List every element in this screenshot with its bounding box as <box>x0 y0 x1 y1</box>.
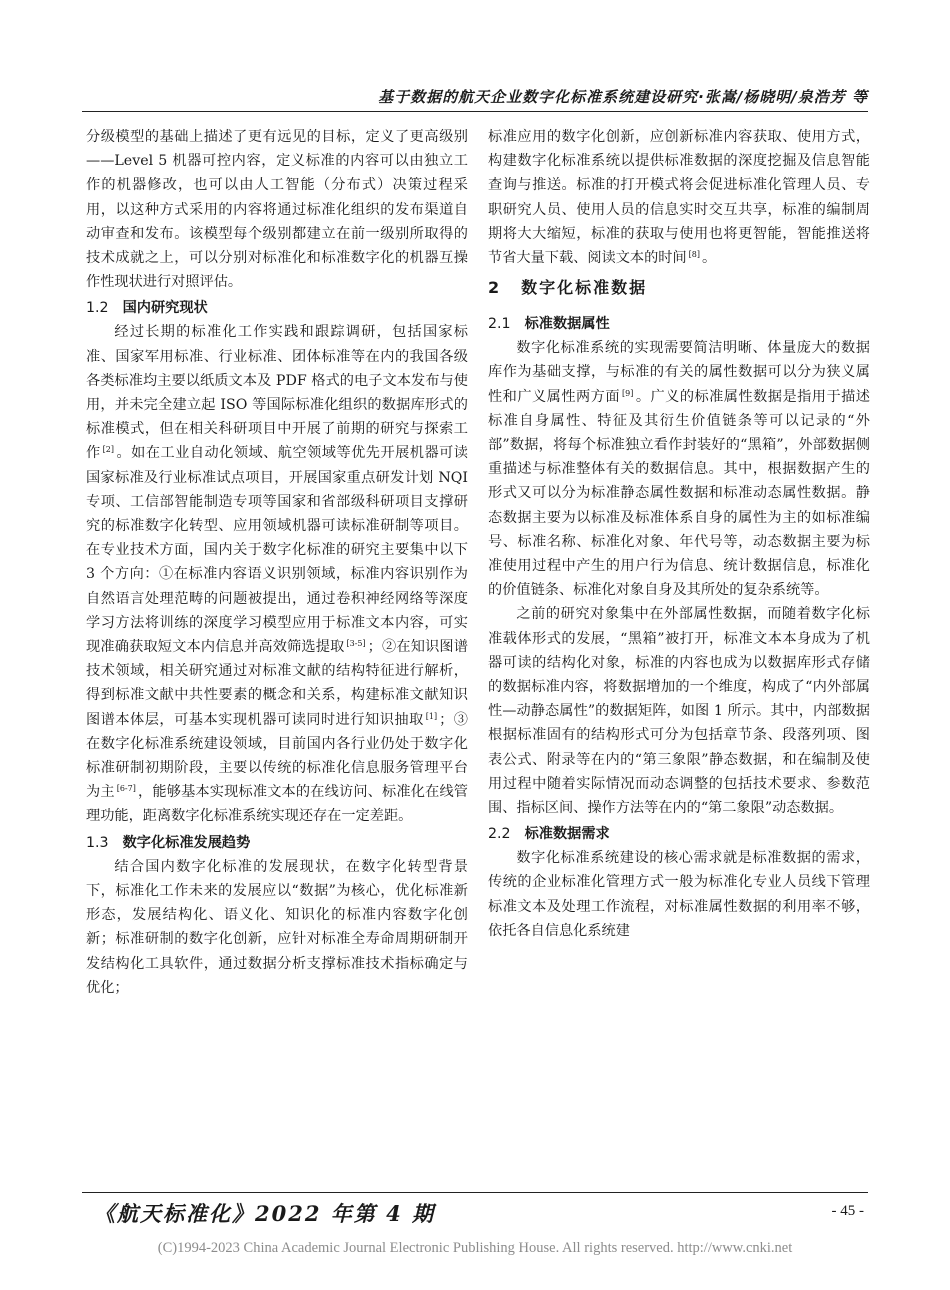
citation[interactable]: [6-7] <box>116 784 136 794</box>
paragraph: 数字化标准系统的实现需要简洁明晰、体量庞大的数据库作为基础支撑，与标准的有关的属性数据可以分为狭义属性和广义属性两方面 [9] 。广义的标准属性数据是指用于描述标准自身属性、特征及其衍生价值链条等可以记录的“外部”数据，将每个标准独立看作封装好的“黑箱”，外部数据侧重描述与标准整体有关的数据信息。其中，根据数据产生的形式又可以分为标准静态属性数据和标准动态属性数据。静态数据主要为以标准及标准体系自身的属性为主的如标准编号、标准名称、标准化对象、年代号等，动态数据主要为标准使用过程中产生的用户行为信息、统计数据信息，标准化的价值链条、标准化对象自身及其所处的复杂系统等。 <box>488 340 870 599</box>
paragraph: 分级模型的基础上描述了更有远见的目标，定义了更高级别——Level 5 机器可控内容，定义标准的内容可以由独立工作的机器修改，也可以由人工智能（分布式）决策过程采用，以这种方式采用的内容将通过标准化组织的发布渠道自动审查和发布。该模型每个级别都建立在前一级别所取得的技术成就之上，可以分别对标准化和标准数字化的机器互操作性现状进行对照评估。 <box>86 129 468 291</box>
running-title: 基于数据的航天企业数字化标准系统建设研究·张嵩/杨晓明/泉浩芳 等 <box>378 88 868 106</box>
citation[interactable]: [1] <box>425 711 438 721</box>
citation[interactable]: [2] <box>102 445 115 455</box>
section-heading-2-1: 2.1 标准数据属性 <box>488 316 610 333</box>
section-heading-1-3: 1.3 数字化标准发展趋势 <box>86 834 251 851</box>
footer-rule <box>82 1192 868 1193</box>
header-rule <box>82 111 868 112</box>
paragraph: 经过长期的标准化工作实践和跟踪调研，包括国家标准、国家军用标准、行业标准、团体标准等在内的我国各级各类标准均主要以纸质文本及 PDF 格式的电子文本发布与使用，并未完全建立起 ISO 等国际标准化组织的数据库形式的标准模式，但在相关科研项目中开展了前期的研究与探索工作 [2] 。如在工业自动化领域、航空领域等优先开展机器可读国家标准及行业标准试点项目，开展国家重点研发计划 NQI 专项、工信部智能制造专项等国家和省部级科研项目支撑研究的标准数字化转型、应用领域机器可读标准研制等项目。在专业技术方面，国内关于数字化标准的研究主要集中以下 3 个方向：①在标准内容语义识别领域，标准内容识别作为自然语言处理范畴的问题被提出，通过卷积神经网络等深度学习方法将训练的深度学习模型应用于标准文本内容，可实现准确获取短文本内信息并高效筛选提取 [3-5] ；②在知识图谱技术领域，相关研究通过对标准文献的结构特征进行解析，得到标准文献中共性要素的概念和关系，构建标准文献知识图谱本体层，可基本实现机器可读同时进行知识抽取 [1] ；③在数字化标准系统建设领域，目前国内各行业仍处于数字化标准研制初期阶段，主要以传统的标准化信息服务管理平台为主 [6-7] ，能够基本实现标准文本的在线访问、标准化在线管理功能，距离数字化标准系统实现还存在一定差距。 <box>86 324 468 825</box>
citation[interactable]: [9] <box>622 388 634 398</box>
citation[interactable]: [8] <box>688 250 700 260</box>
section-heading-2: 2 数字化标准数据 <box>488 278 648 298</box>
page-number: - 45 - <box>831 1203 864 1219</box>
paragraph: 数字化标准系统建设的核心需求就是标准数据的需求，传统的企业标准化管理方式一般为标准化专业人员线下管理标准文本及处理工作流程，对标准属性数据的利用率不够，依托各自信息化系统建 <box>488 850 870 939</box>
right-column <box>488 125 870 943</box>
paragraph: 之前的研究对象集中在外部属性数据，而随着数字化标准载体形式的发展，“黑箱”被打开，标准文本本身成为了机器可读的结构化对象，标准的内容也成为以数据库形式存储的数据标准内容，将数据增加的一个维度，构成了“内外部属性—动静态属性”的数据矩阵，如图 1 所示。其中，内部数据根据标准固有的结构形式可分为包括章节条、段落列项、图表公式、附录等在内的“第三象限”静态数据，和在编制及使用过程中随着实际情况而动态调整的包括技术要求、参数范围、指标区间、操作方法等在内的“第二象限”动态数据。 <box>488 606 870 817</box>
left-column <box>86 125 468 1000</box>
section-heading-2-2: 2.2 标准数据需求 <box>488 826 610 843</box>
copyright-notice: (C)1994-2023 China Academic Journal Electronic Publishing House. All rights reserved. http://www.cnki.net <box>157 1240 793 1256</box>
paragraph: 结合国内数字化标准的发展现状，在数字化转型背景下，标准化工作未来的发展应以“数据”为核心，优化标准新形态，发展结构化、语义化、知识化的标准内容数字化创新；标准研制的数字化创新，应针对标准全寿命周期研制开发结构化工具软件，通过数据分析支撑标准技术指标确定与优化； <box>86 858 468 996</box>
paragraph: 标准应用的数字化创新，应创新标准内容获取、使用方式，构建数字化标准系统以提供标准数据的深度挖掘及信息智能查询与推送。标准的打开模式将会促进标准化管理人员、专职研究人员、使用人员的信息实时交互共享，标准的编制周期将大大缩短，标准的获取与使用也将更智能，智能推送将节省大量下载、阅读文本的时间 [8] 。 <box>488 129 870 267</box>
section-heading-1-2: 1.2 国内研究现状 <box>86 300 208 317</box>
journal-name: 《航天标准化》2022 年第 4 期 <box>94 1201 435 1226</box>
citation[interactable]: [3-5] <box>346 639 366 649</box>
